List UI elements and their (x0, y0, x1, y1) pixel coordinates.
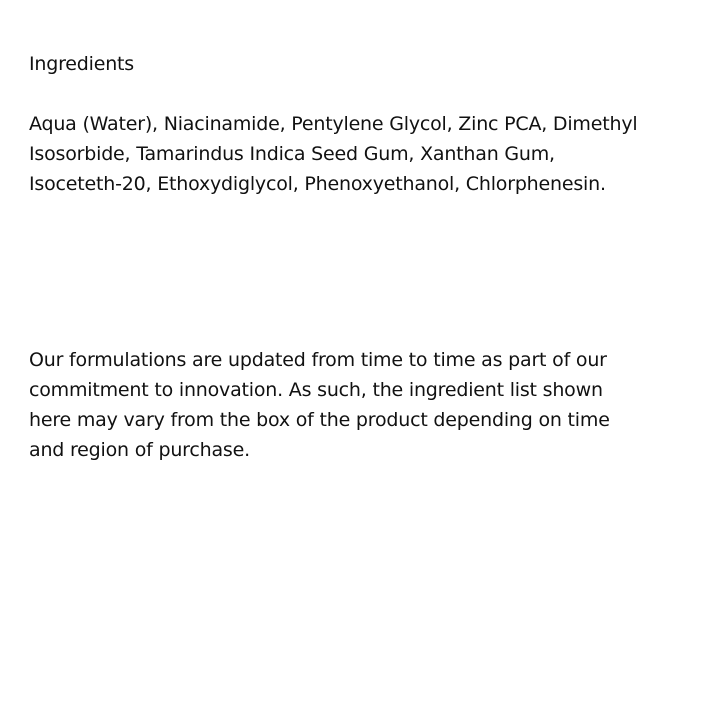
ingredient-list-line: Isosorbide, Tamarindus Indica Seed Gum, Xanthan Gum, (29, 143, 555, 165)
ingredients-heading: Ingredients (29, 53, 135, 75)
disclaimer-line: Our formulations are updated from time to time as part of our (29, 349, 607, 371)
formulation-disclaimer (29, 345, 699, 465)
disclaimer-line: here may vary from the box of the product depending on time (29, 409, 610, 431)
disclaimer-line: commitment to innovation. As such, the ingredient list shown (29, 379, 603, 401)
ingredient-list (29, 109, 699, 199)
ingredient-list-line: Isoceteth-20, Ethoxydiglycol, Phenoxyethanol, Chlorphenesin. (29, 173, 606, 195)
ingredient-list-line: Aqua (Water), Niacinamide, Pentylene Glycol, Zinc PCA, Dimethyl (29, 113, 638, 135)
disclaimer-line: and region of purchase. (29, 439, 250, 461)
